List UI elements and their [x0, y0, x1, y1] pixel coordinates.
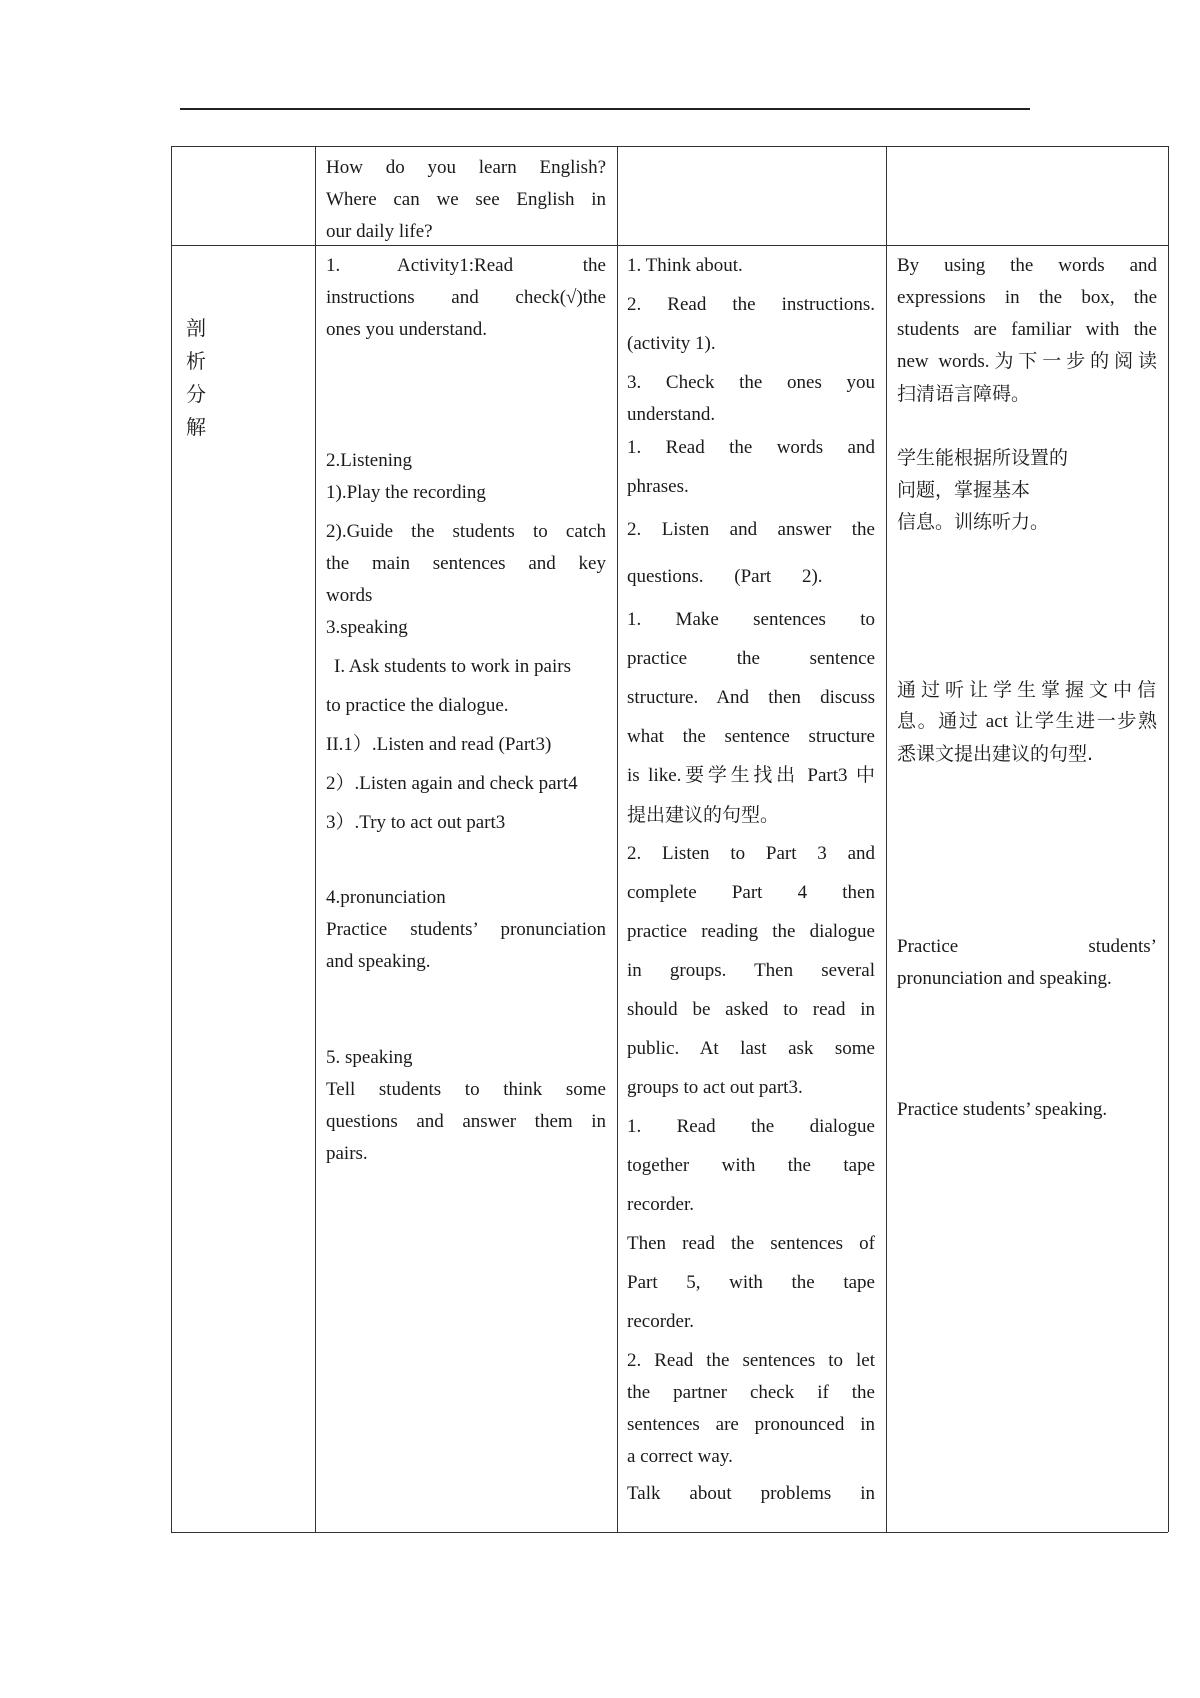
- text-line: sentences are pronounced in: [627, 1414, 875, 1435]
- text-line: Tell students to think some: [326, 1079, 606, 1100]
- text-line: phrases.: [627, 476, 689, 497]
- design-purpose: [897, 250, 1157, 1520]
- text-line: 2. Listen and answer the: [627, 519, 875, 540]
- text-line: 问题，掌握基本: [897, 479, 1031, 501]
- text-line: should be asked to read in: [627, 999, 875, 1020]
- text-line: practice reading the dialogue: [627, 921, 875, 942]
- text-line: together with the tape: [627, 1155, 875, 1176]
- text-line: 3. Check the ones you: [627, 372, 875, 393]
- text-line: is like.要学生找出 Part3 中: [627, 765, 875, 786]
- text-line: 提出建议的句型。: [627, 804, 780, 826]
- table-bottom-border: [171, 1532, 1168, 1533]
- text-line: 3）.Try to act out part3: [326, 812, 506, 833]
- section-heading: 4.pronunciation: [326, 887, 446, 908]
- text-line: structure. And then discuss: [627, 687, 875, 708]
- text-line: 息。通过 act 让学生进一步熟: [897, 711, 1157, 732]
- row1-teacher-cell: [326, 152, 606, 248]
- text-line: 学生能根据所设置的: [897, 447, 1069, 469]
- text-line: the partner check if the: [627, 1382, 875, 1403]
- text-line: understand.: [627, 404, 716, 425]
- text-line: 1. Make sentences to: [627, 609, 875, 630]
- text-line: 悉课文提出建议的句型.: [897, 743, 1094, 765]
- column-divider: [886, 146, 887, 1532]
- stage-label-char: 分: [186, 382, 206, 406]
- text-line: expressions in the box, the: [897, 287, 1157, 308]
- question-line: Where can we see English in: [326, 189, 606, 210]
- text-line: 2. Read the instructions.: [627, 294, 875, 315]
- text-line: 扫清语言障碍。: [897, 383, 1031, 405]
- text-line: Talk about problems in: [627, 1483, 875, 1504]
- text-line: a correct way.: [627, 1446, 733, 1467]
- row-divider: [171, 245, 1168, 246]
- text-line: By using the words and: [897, 255, 1157, 276]
- text-line: recorder.: [627, 1194, 694, 1215]
- text-line: pronunciation and speaking.: [897, 968, 1112, 989]
- section-heading: 2.Listening: [326, 450, 413, 471]
- text-line: Practice students’ pronunciation: [326, 919, 606, 940]
- section-heading: 5. speaking: [326, 1047, 413, 1068]
- text-line: II.1）.Listen and read (Part3): [326, 734, 552, 755]
- column-divider: [315, 146, 316, 1532]
- text-line: 信息。训练听力。: [897, 511, 1050, 533]
- question-line: our daily life?: [326, 221, 433, 242]
- text-line: questions and answer them in: [326, 1111, 606, 1132]
- activity1-heading: 1. Activity1:Read the: [326, 255, 606, 276]
- text-line: and speaking.: [326, 951, 431, 972]
- text-line: instructions and check(√)the: [326, 287, 606, 308]
- text-line: pairs.: [326, 1143, 368, 1164]
- stage-label-char: 析: [186, 349, 206, 373]
- column-divider: [617, 146, 618, 1532]
- stage-label-char: 剖: [186, 316, 206, 340]
- text-line: ones you understand.: [326, 319, 487, 340]
- stage-label-char: 解: [186, 415, 206, 439]
- text-line: Then read the sentences of: [627, 1233, 875, 1254]
- text-line: 2. Listen to Part 3 and: [627, 843, 875, 864]
- text-line: what the sentence structure: [627, 726, 875, 747]
- text-line: 1).Play the recording: [326, 482, 486, 503]
- text-line: 1. Think about.: [627, 255, 743, 276]
- table-top-border: [171, 146, 1168, 147]
- text-line: Practice students’ speaking.: [897, 1099, 1108, 1120]
- text-line: public. At last ask some: [627, 1038, 875, 1059]
- teacher-activities: [326, 250, 606, 1520]
- text-line: 1. Read the dialogue: [627, 1116, 875, 1137]
- text-line: in groups. Then several: [627, 960, 875, 981]
- text-line: 2）.Listen again and check part4: [326, 773, 578, 794]
- student-activities: [627, 250, 875, 1530]
- question-line: How do you learn English?: [326, 157, 606, 178]
- text-line: questions. (Part 2).: [627, 566, 823, 587]
- text-line: new words.为下一步的阅读: [897, 351, 1157, 372]
- text-line: complete Part 4 then: [627, 882, 875, 903]
- text-line: practice the sentence: [627, 648, 875, 669]
- text-line: 通过听让学生掌握文中信: [897, 679, 1157, 701]
- section-heading: 3.speaking: [326, 617, 408, 638]
- table-right-border: [1168, 146, 1169, 1532]
- text-line: the main sentences and key: [326, 553, 606, 574]
- text-line: 2).Guide the students to catch: [326, 521, 606, 542]
- text-line: 1. Read the words and: [627, 437, 875, 458]
- stage-label: [184, 312, 208, 444]
- text-line: I. Ask students to work in pairs: [334, 656, 571, 677]
- text-line: groups to act out part3.: [627, 1077, 803, 1098]
- text-line: words: [326, 585, 373, 606]
- table-left-border: [171, 146, 172, 1532]
- text-line: students are familiar with the: [897, 319, 1157, 340]
- text-line: to practice the dialogue.: [326, 695, 509, 716]
- text-line: 2. Read the sentences to let: [627, 1350, 875, 1371]
- text-line: Practice students’: [897, 936, 1157, 957]
- text-line: recorder.: [627, 1311, 694, 1332]
- text-line: Part 5, with the tape: [627, 1272, 875, 1293]
- text-line: (activity 1).: [627, 333, 716, 354]
